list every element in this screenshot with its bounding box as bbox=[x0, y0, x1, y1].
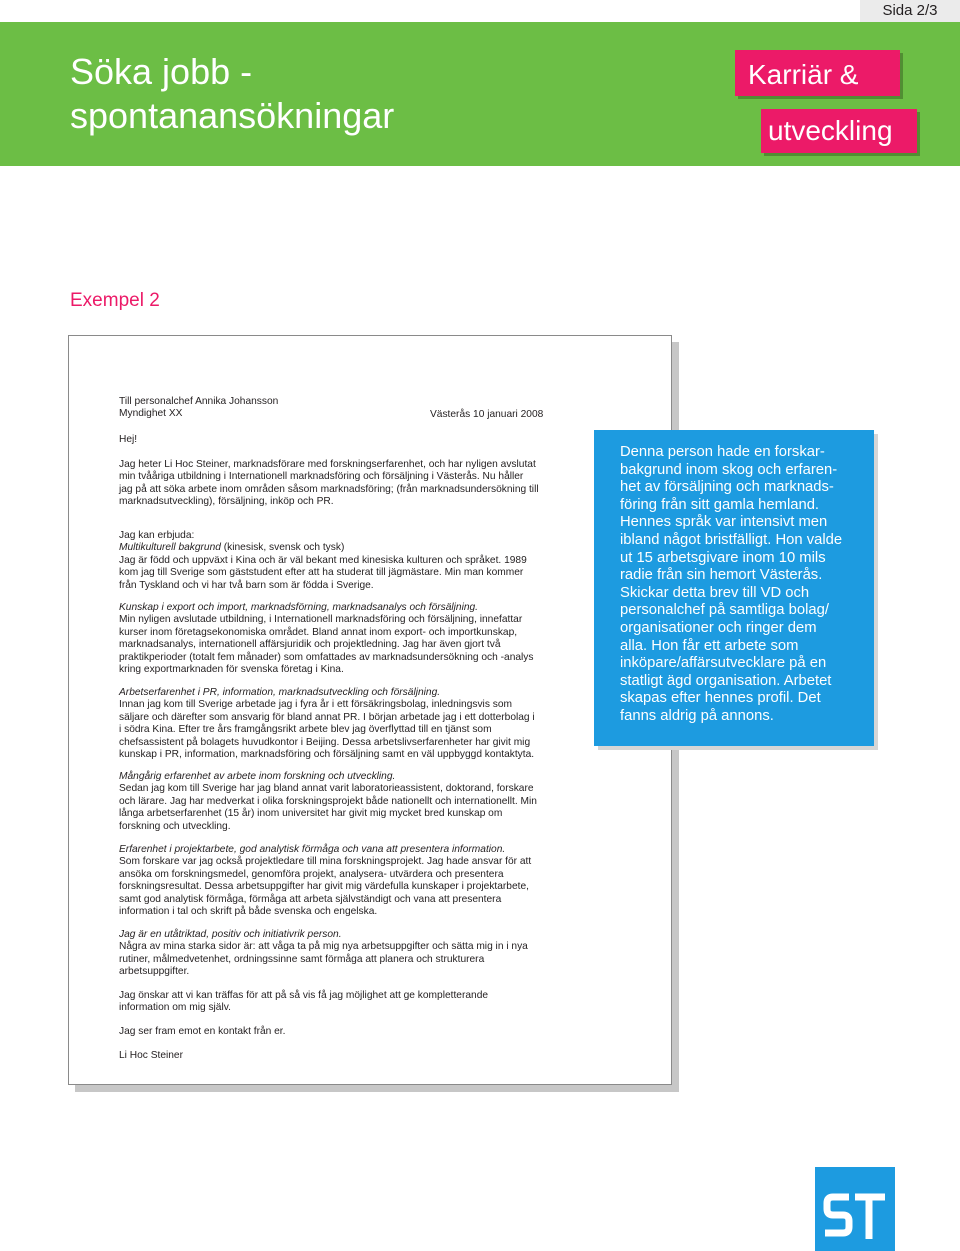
example-heading: Exempel 2 bbox=[70, 290, 160, 311]
page-title bbox=[70, 50, 394, 138]
letter-section-multicultural bbox=[119, 530, 559, 592]
st-logo bbox=[815, 1167, 895, 1251]
text-line: Sedan jag kom till Sverige har jag bland annat varit laboratorieassistent, doktorand, forskare bbox=[119, 783, 534, 795]
recipient-line: Till personalchef Annika Johansson bbox=[119, 396, 279, 407]
page-title-line-2: spontanansökningar bbox=[70, 95, 395, 136]
text-line: och lärare. Jag har medverkat i olika forskningsprojekt både nationellt och internationellt. Min bbox=[119, 795, 537, 807]
text-line: information i tal och skrift på både svenska och engelska. bbox=[119, 906, 378, 918]
letter-section-personality bbox=[119, 929, 559, 979]
section-heading-italic: Multikulturell bakgrund bbox=[119, 542, 221, 554]
text-line: Som forskare var jag också projektledare till mina forskningsprojekt. Jag hade ansvar för att bbox=[119, 856, 532, 868]
comment-line: Hennes språk var intensivt men bbox=[620, 514, 828, 531]
letter-date: Västerås 10 januari 2008 bbox=[430, 409, 544, 420]
text-line: forskningsresultat. Dessa arbetsuppgifter har givit mig värdefulla kunskaper i projektarbete, bbox=[119, 881, 529, 893]
comment-line: Denna person hade en forskar- bbox=[620, 444, 825, 460]
text-line: ansöka om forskningsmedel, genomföra projekt, analysera- utvärdera och presentera bbox=[119, 868, 504, 880]
letter-closing bbox=[119, 990, 559, 1015]
section-heading: Kunskap i export och import, marknadsförning, marknadsanalys och försäljning. bbox=[119, 602, 479, 613]
comment-line: personalchef på samtliga bolag/ bbox=[620, 602, 829, 619]
letter-closing-2: Jag ser fram emot en kontakt från er. bbox=[119, 1026, 286, 1037]
text-line: information om mig själv. bbox=[119, 1002, 231, 1014]
section-heading: Erfarenhet i projektarbete, god analytisk förmåga och vana att presentera information. bbox=[119, 844, 506, 855]
text-line: i södra Kina. Efter tre års framgångsrikt arbete blev jag överflyttad till en tjänst som bbox=[119, 724, 492, 736]
comment-text bbox=[620, 444, 866, 726]
letter-section-projects bbox=[119, 844, 559, 918]
brand-tag-line-2: utveckling bbox=[768, 115, 893, 146]
comment-line: Skickar detta brev till VD och bbox=[620, 584, 810, 601]
text-line: praktikperioder (totalt fem månader) som omfattades av marknadsundersökning och -analys bbox=[119, 651, 534, 663]
text-line: kring exportmarknaden för svenska företag i Kina. bbox=[119, 664, 344, 676]
text-line: Min nyligen avslutade utbildning, i Internationell marknadsföring och försäljning, innefattar bbox=[119, 614, 523, 626]
page-number: Sida 2/3 bbox=[860, 0, 960, 22]
text-line: Jag heter Li Hoc Steiner, marknadsförare med forskningserfarenhet, och har nyligen avslutat bbox=[119, 459, 536, 470]
letter-signature: Li Hoc Steiner bbox=[119, 1050, 183, 1061]
offer-heading: Jag kan erbjuda: bbox=[119, 530, 195, 541]
text-line: jag på att söka arbete inom områden såsom marknadsföring; (från marknadsundersökning till bbox=[119, 483, 539, 495]
comment-line: ut 15 arbetsgivare inom 10 mils bbox=[620, 549, 826, 566]
comment-line: radie från sin hemort Västerås. bbox=[620, 567, 823, 584]
text-line: arbetsuppgifter. bbox=[119, 966, 190, 978]
text-line: marknadsutveckling), försäljning, inköp och PR. bbox=[119, 496, 334, 508]
text-line: kunskap i PR, information, marknadsföring och försäljning samt en väl uppbyggd kontaktyta. bbox=[119, 749, 535, 761]
text-line: från Tyskland och vi har två barn som är födda i Sverige. bbox=[119, 579, 374, 591]
comment-line: föring från sitt gamla hemland. bbox=[620, 496, 820, 513]
text-line: marknadsanalys, internationell affärsjuridik och projektledning. Jag har även gjort två bbox=[119, 639, 501, 651]
letter-intro bbox=[119, 459, 559, 509]
section-heading: Mångårig erfarenhet av arbete inom forskning och utveckling. bbox=[119, 771, 396, 782]
letter-section-research bbox=[119, 771, 559, 833]
comment-box bbox=[594, 430, 874, 746]
text-line: långa arbetserfarenhet (15 år) inom universitet har givit mig mycket bred kunskap om bbox=[119, 808, 503, 820]
text-line: chefsassistent på bolagets huvudkontor i Beijing. Dessa arbetslivserfarenheter har givit mig bbox=[119, 736, 531, 748]
text-line: kurser inom företagsekonomiska området. Bland annat inom export- och importkunskap, bbox=[119, 626, 518, 638]
section-heading: Jag är en utåtriktad, positiv och initiativrik person. bbox=[119, 929, 342, 940]
recipient-line: Myndighet XX bbox=[119, 408, 183, 420]
text-line: Jag önskar att vi kan träffas för att på så vis få jag möjlighet att ge kompletterande bbox=[119, 990, 489, 1001]
text-line: forskning och utveckling. bbox=[119, 820, 231, 832]
section-heading bbox=[119, 542, 559, 554]
st-logo-mark bbox=[815, 1167, 895, 1251]
comment-line: ibland något bristfälligt. Hon valde bbox=[620, 531, 843, 548]
letter-section-export bbox=[119, 602, 559, 676]
text-line: Jag är född och uppväxt i Kina och är väl bekant med kinesiska kulturen och språket. 1989 bbox=[119, 554, 527, 566]
comment-line: het av försäljning och marknads- bbox=[620, 479, 834, 496]
comment-line: bakgrund inom skog och erfaren- bbox=[620, 461, 838, 478]
section-heading: Arbetserfarenhet i PR, information, marknadsutveckling och försäljning. bbox=[119, 687, 441, 698]
page-title-line-1: Söka jobb - bbox=[70, 51, 253, 92]
comment-line: fanns aldrig på annons. bbox=[620, 707, 774, 724]
brand-tag-line-1: Karriär & bbox=[748, 59, 859, 90]
text-line: säljare och därefter som ansvarig för bland annat PR. I början arbetade jag i ett dotterbolag i bbox=[119, 711, 535, 723]
letter-document bbox=[68, 335, 672, 1085]
comment-line: skapas efter hennes profil. Det bbox=[620, 690, 821, 707]
text-line: Några av mina starka sidor är: att våga ta på mig nya arbetsuppgifter och sätta mig in i nya bbox=[119, 941, 528, 953]
comment-line: inköpare/affärsutvecklare på en bbox=[620, 655, 827, 672]
comment-line: statligt ägd organisation. Arbetet bbox=[620, 672, 832, 689]
section-heading-suffix: (kinesisk, svensk och tysk) bbox=[220, 542, 345, 554]
text-line: min tvååriga utbildning i Internationell marknadsföring och försäljning i Västerås. Nu håller bbox=[119, 471, 524, 483]
text-line: rutiner, målmedvetenhet, ordningssinne samt förmåga att planera och strukturera bbox=[119, 953, 485, 965]
comment-line: alla. Hon får ett arbete som bbox=[620, 637, 799, 654]
text-line: kom jag till Sverige som gäststudent efter att ha studerat till jägmästare. Min man kommer bbox=[119, 567, 524, 579]
text-line: Innan jag kom till Sverige arbetade jag i fyra år i ett försäkringsbolag, inledningsvis som bbox=[119, 699, 512, 711]
letter-section-pr bbox=[119, 687, 559, 761]
text-line: samt god analytisk förmåga, förmåga att arbeta självständigt och vana att presentera bbox=[119, 893, 502, 905]
letter-greeting: Hej! bbox=[119, 434, 138, 445]
comment-line: organisationer och ringer dem bbox=[620, 619, 817, 636]
